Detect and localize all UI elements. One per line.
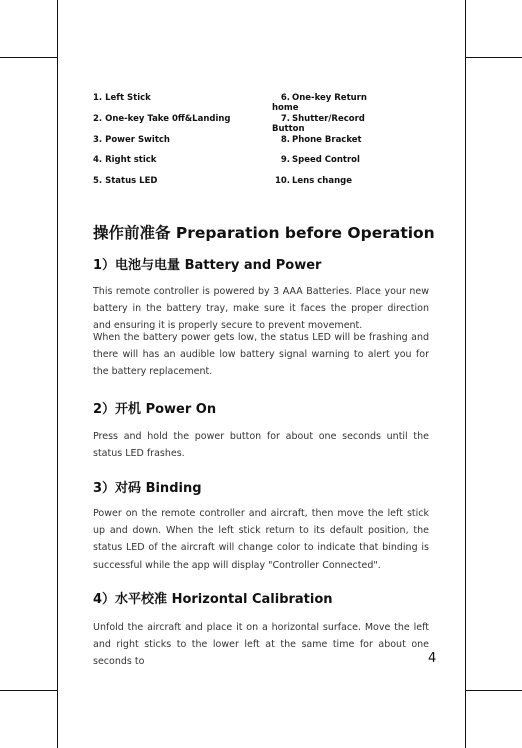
crop-mark-left-top <box>57 0 58 57</box>
legend-item-6 <box>272 93 392 113</box>
trim-edge-right <box>465 57 466 690</box>
legend-text: One-key Return home <box>272 93 367 113</box>
paragraph-battery-1: This remote controller is powered by 3 AAA Batteries. Place your new battery in the battery tray, make sure it faces the proper direction and ensuring it is properly secure to prevent movement. <box>93 286 429 332</box>
section-heading-battery: 1）电池与电量 Battery and Power <box>93 258 322 273</box>
section-heading-power-on: 2）开机 Power On <box>93 402 217 417</box>
legend-item-10 <box>272 176 392 186</box>
legend-text: Lens change <box>292 176 352 186</box>
legend-item-5: 5. Status LED <box>93 176 158 186</box>
legend-item-2: 2. One-key Take 0ff&Landing <box>93 114 231 124</box>
crop-mark-top-left <box>0 57 57 58</box>
legend-text: Speed Control <box>292 155 360 165</box>
legend-num: 8. <box>280 135 290 145</box>
legend-item-4: 4. Right stick <box>93 155 157 165</box>
legend-num: 6. <box>280 93 290 103</box>
legend-num: 7. <box>280 114 290 124</box>
crop-mark-right-top <box>465 0 466 57</box>
page-number: 4 <box>428 651 437 666</box>
legend-text: Shutter/Record Button <box>272 114 365 134</box>
legend-item-7 <box>272 114 392 134</box>
legend-num: 9. <box>280 155 290 165</box>
legend-item-9 <box>272 155 392 165</box>
legend-item-3: 3. Power Switch <box>93 135 170 145</box>
legend-num: 10. <box>274 176 290 186</box>
paragraph-power-on: Press and hold the power button for about one seconds until the status LED frashes. <box>93 431 429 460</box>
crop-mark-top-right <box>465 57 522 58</box>
crop-mark-bottom-left <box>0 690 57 691</box>
page-title: 操作前准备 Preparation before Operation <box>93 224 435 242</box>
paragraph-calibration: Unfold the aircraft and place it on a horizontal surface. Move the left and right sticks to the lower left at the same time for about one seconds to <box>93 622 429 668</box>
legend-item-8 <box>272 135 392 145</box>
paragraph-battery-2: When the battery power gets low, the status LED will be frashing and there will has an audible low battery signal warning to alert you for the battery replacement. <box>93 332 429 378</box>
section-heading-calibration: 4）水平校准 Horizontal Calibration <box>93 592 333 607</box>
crop-mark-right-bottom <box>465 690 466 748</box>
crop-mark-left-bottom <box>57 690 58 748</box>
trim-edge-left <box>57 57 58 690</box>
crop-mark-bottom-right <box>465 690 522 691</box>
legend-text: Phone Bracket <box>292 135 362 145</box>
legend-item-1: 1. Left Stick <box>93 93 151 103</box>
paragraph-binding: Power on the remote controller and aircraft, then move the left stick up and down. When the left stick return to its default position, the status LED of the aircraft will change color to indicate that binding is successful while the app will display "Controller Connected". <box>93 508 429 571</box>
section-heading-binding: 3）对码 Binding <box>93 481 202 496</box>
